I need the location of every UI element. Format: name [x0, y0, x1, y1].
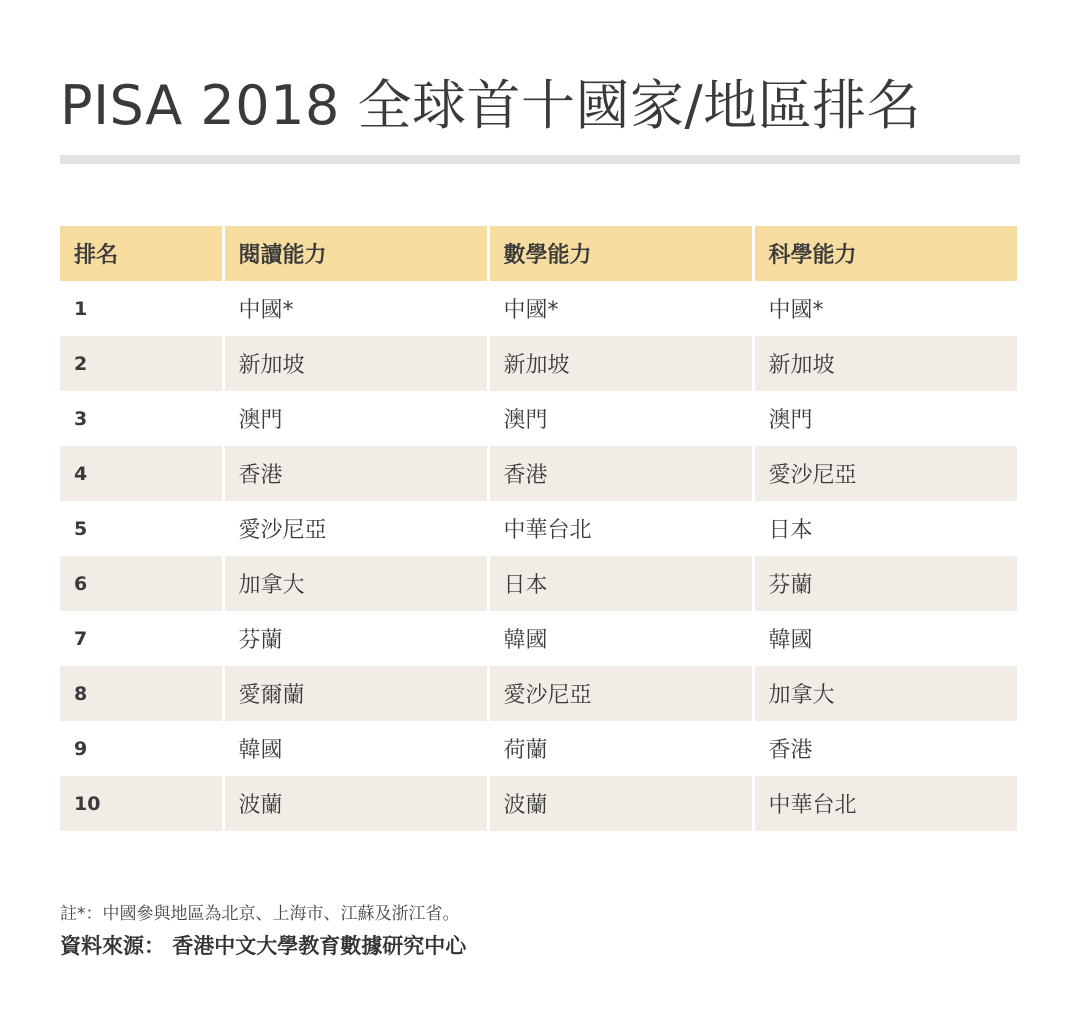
science-cell: 新加坡 [753, 336, 1017, 391]
page-title: PISA 2018 全球首十國家/地區排名 [60, 74, 922, 137]
science-cell: 加拿大 [753, 666, 1017, 721]
reading-cell: 澳門 [223, 391, 488, 446]
reading-cell: 加拿大 [223, 556, 488, 611]
table-row [60, 281, 1017, 336]
math-cell: 新加坡 [488, 336, 753, 391]
header-math: 數學能力 [488, 226, 753, 281]
ranking-table [60, 226, 1017, 831]
math-cell: 中華台北 [488, 501, 753, 556]
table-row [60, 446, 1017, 501]
science-cell: 韓國 [753, 611, 1017, 666]
science-cell: 澳門 [753, 391, 1017, 446]
rank-cell: 3 [74, 407, 88, 430]
table-row [60, 391, 1017, 446]
rank-cell: 1 [74, 297, 88, 320]
science-cell: 愛沙尼亞 [753, 446, 1017, 501]
rank-cell: 8 [60, 666, 223, 721]
footnote: 註*：中國參與地區為北京、上海市、江蘇及浙江省。 [60, 904, 460, 924]
table-row [60, 666, 1017, 721]
rank-cell: 7 [74, 627, 88, 650]
table-row [60, 336, 1017, 391]
table-header-row [60, 226, 1017, 281]
table-row [60, 556, 1017, 611]
reading-cell: 波蘭 [223, 776, 488, 831]
science-cell: 芬蘭 [753, 556, 1017, 611]
math-cell: 愛沙尼亞 [488, 666, 753, 721]
science-cell: 中國* [753, 281, 1017, 336]
reading-cell: 新加坡 [223, 336, 488, 391]
math-cell: 波蘭 [488, 776, 753, 831]
header-rank: 排名 [60, 226, 223, 281]
table-row [60, 721, 1017, 776]
science-cell: 日本 [753, 501, 1017, 556]
rank-cell: 4 [60, 446, 223, 501]
table-body [60, 281, 1017, 831]
math-cell: 荷蘭 [488, 721, 753, 776]
reading-cell: 愛沙尼亞 [223, 501, 488, 556]
header-reading: 閱讀能力 [223, 226, 488, 281]
rank-cell: 10 [60, 776, 223, 831]
math-cell: 中國* [488, 281, 753, 336]
math-cell: 香港 [488, 446, 753, 501]
source-credit: 資料來源： 香港中文大學教育數據研究中心 [60, 934, 467, 958]
title-divider [60, 155, 1020, 164]
table-row [60, 776, 1017, 831]
reading-cell: 愛爾蘭 [223, 666, 488, 721]
math-cell: 韓國 [488, 611, 753, 666]
rank-cell: 2 [60, 336, 223, 391]
reading-cell: 中國* [223, 281, 488, 336]
math-cell: 日本 [488, 556, 753, 611]
science-cell: 香港 [753, 721, 1017, 776]
math-cell: 澳門 [488, 391, 753, 446]
science-cell: 中華台北 [753, 776, 1017, 831]
table-row [60, 501, 1017, 556]
reading-cell: 芬蘭 [223, 611, 488, 666]
rank-cell: 5 [74, 517, 88, 540]
reading-cell: 韓國 [223, 721, 488, 776]
rank-cell: 9 [74, 737, 88, 760]
header-science: 科學能力 [753, 226, 1017, 281]
table-row [60, 611, 1017, 666]
reading-cell: 香港 [223, 446, 488, 501]
rank-cell: 6 [60, 556, 223, 611]
